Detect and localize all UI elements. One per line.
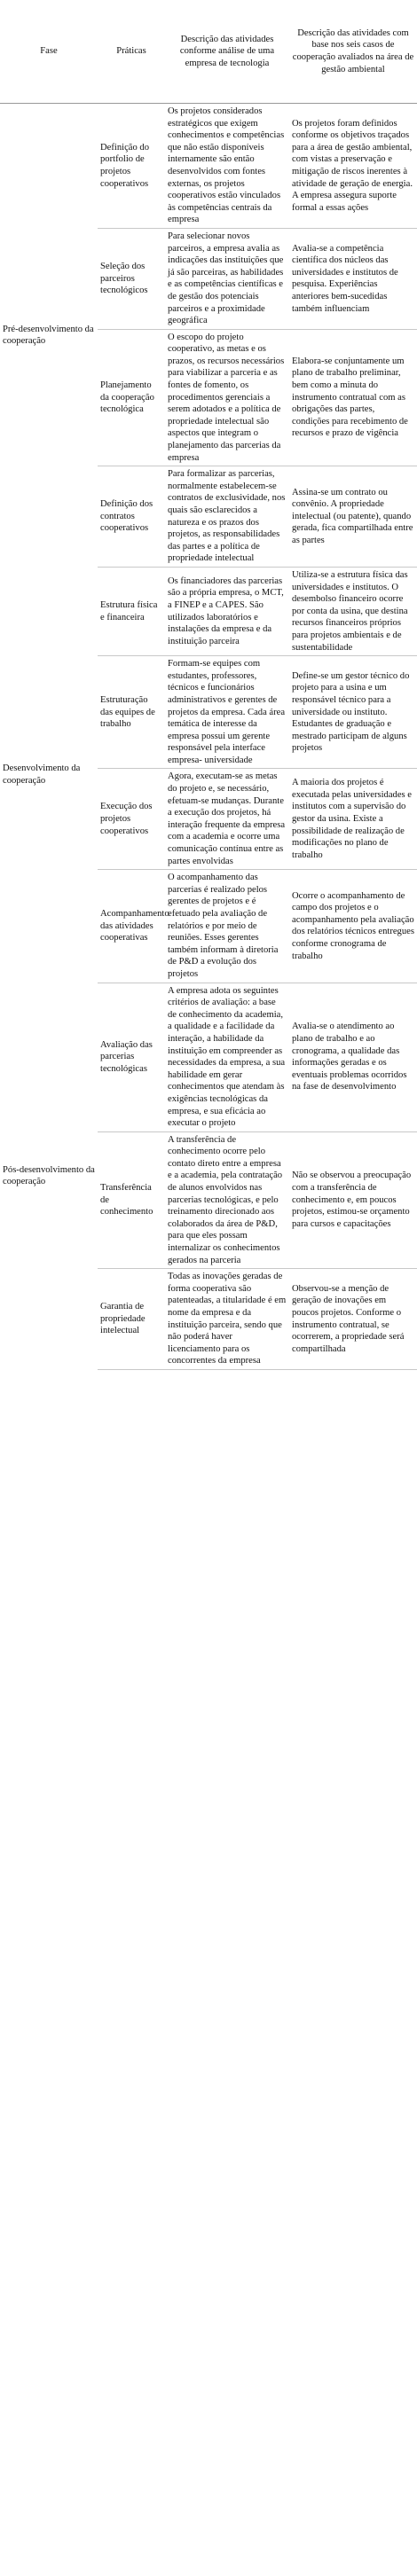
header-desc-ambiental: Descrição das atividades com base nos seis casos de cooperação avaliados na área de gestão ambiental (289, 0, 417, 104)
practice-cell: Avaliação das parcerias tecnológicas (98, 983, 165, 1131)
practice-cell: Estrutura física e financeira (98, 567, 165, 655)
desc-ambiental-cell: Avalia-se o atendimento ao plano de trabalho e ao cronograma, a qualidade das informações geradas e os eventuais problemas ocorridos na fase de desenvolvimento (289, 983, 417, 1131)
desc-empresa-cell: Os projetos considerados estratégicos que exigem conhecimentos e competências que não estão disponíveis internamente são então desenvolvidos com fontes externas, os projetos cooperativos estão vinculados às competências centrais da empresa (165, 104, 289, 229)
practice-cell: Definição do portfolio de projetos cooperativos (98, 104, 165, 229)
practice-cell: Estruturação das equipes de trabalho (98, 656, 165, 769)
desc-ambiental-cell: A maioria dos projetos é executada pelas universidades e institutos com a supervisão do gestor da usina. Existe a possibilidade de realização de modificações no plano de trabalho (289, 769, 417, 870)
desc-empresa-cell: Formam-se equipes com estudantes, professores, técnicos e funcionários administrativos e gerentes de projetos da empresa. Cada área temática de interesse da empresa possui um gerente responsável pela interface empresa- universidade (165, 656, 289, 769)
desc-empresa-cell: O escopo do projeto cooperativo, as metas e os prazos, os recursos necessários para viabilizar a parceria e as fontes de fomento, os procedimentos gerenciais a serem adotados e a política de propriedade intelectual são aspectos que integram o planejamento das parcerias da empresa (165, 329, 289, 466)
desc-ambiental-cell: Assina-se um contrato ou convênio. A propriedade intelectual (ou patente), quando gerada, fica compartilhada entre as partes (289, 466, 417, 568)
table-row (0, 983, 417, 1131)
desc-empresa-cell: A transferência de conhecimento ocorre pelo contato direto entre a empresa e a academia, pela contratação de alunos envolvidos nas parcerias tecnológicas, e pelo treinamento direcionado aos colaborados da área de P&D, para que eles possam internalizar os conhecimentos gerados na parceria (165, 1131, 289, 1269)
header-desc-empresa: Descrição das atividades conforme análise de uma empresa de tecnologia (165, 0, 289, 104)
phase-label: Pós-desenvolvimento da cooperação (3, 1164, 95, 1187)
practice-cell: Planejamento da cooperação tecnológica (98, 329, 165, 466)
desc-empresa-cell: Para selecionar novos parceiros, a empresa avalia as indicações das instituições que já são parceiras, as habilidades e as competências científicas e de gestão dos potenciais parceiros e a proximidade geográfica (165, 228, 289, 329)
desc-ambiental-cell: Elabora-se conjuntamente um plano de trabalho preliminar, bem como a minuta do instrumento contratual com as obrigações das partes, condições para recebimento de recursos e prazo de vigência (289, 329, 417, 466)
desc-empresa-cell: O acompanhamento das parcerias é realizado pelos gerentes de projetos e é efetuado pela avaliação de relatórios e por meio de reuniões. Esses gerentes também informam à diretoria de P&D a evolução dos projetos (165, 870, 289, 983)
desc-ambiental-cell: Ocorre o acompanhamento de campo dos projetos e o acompanhamento pela avaliação dos relatórios técnicos entregues conforme cronograma de trabalho (289, 870, 417, 983)
header-fase: Fase (0, 0, 98, 104)
header-praticas: Práticas (98, 0, 165, 104)
desc-ambiental-cell: Os projetos foram definidos conforme os objetivos traçados para a área de gestão ambiental, com vistas a preservação e mitigação de riscos inerentes à atividade de geração de energia. A empresa assegura suporte formal a essas ações (289, 104, 417, 229)
table-row (0, 567, 417, 655)
practice-cell: Definição dos contratos cooperativos (98, 466, 165, 568)
desc-empresa-cell: A empresa adota os seguintes critérios de avaliação: a base de conhecimento da academia, a qualidade e a facilidade da interação, a habilidade da instituição em compreender as necessidades da empresa, a sua habilidade em gerar conhecimentos que atendam às exigências tecnológicas da empresa, e sua eficácia ao executar o projeto (165, 983, 289, 1131)
desc-empresa-cell: Para formalizar as parcerias, normalmente estabelecem-se contratos de exclusividade, nos quais são esclarecidos a natureza e os prazos dos projetos, as responsabilidades das partes e a política de propriedade intelectual (165, 466, 289, 568)
practice-cell: Acompanhamento das atividades cooperativas (98, 870, 165, 983)
practice-cell: Seleção dos parceiros tecnológicos (98, 228, 165, 329)
desc-ambiental-cell: Utiliza-se a estrutura física das universidades e institutos. O desembolso financeiro ocorre por conta da usina, que destina recursos financeiros próprios para projetos ambientais e de sustentabilidade (289, 567, 417, 655)
practice-cell: Execução dos projetos cooperativos (98, 769, 165, 870)
desc-empresa-cell: Agora, executam-se as metas do projeto e, se necessário, efetuam-se mudanças. Durante a execução dos projetos, há interação frequente da empresa com a academia e ocorre uma comunicação contínua entre as partes envolvidas (165, 769, 289, 870)
desc-ambiental-cell: Define-se um gestor técnico do projeto para a usina e um responsável técnico para a universidade ou instituto. Estudantes de graduação e mestrado participam de alguns projetos (289, 656, 417, 769)
desc-ambiental-cell: Observou-se a menção de geração de inovações em poucos projetos. Conforme o instrumento contratual, se ocorrerem, a propriedade será compartilhada (289, 1269, 417, 1370)
desc-ambiental-cell: Não se observou a preocupação com a transferência de conhecimento e, em poucos projetos, estimou-se orçamento para cursos e capacitações (289, 1131, 417, 1269)
practice-cell: Transferência de conhecimento (98, 1131, 165, 1269)
phase-label: Pré-desenvolvimento da cooperação (3, 324, 94, 347)
phase-label: Desenvolvimento da cooperação (3, 763, 81, 786)
desc-empresa-cell: Os financiadores das parcerias são a própria empresa, o MCT, a FINEP e a CAPES. São utilizados laboratórios e instalações da empresa e da instituição parceira (165, 567, 289, 655)
practice-cell: Garantia de propriedade intelectual (98, 1269, 165, 1370)
desc-ambiental-cell: Avalia-se a competência científica dos núcleos das universidades e institutos de pesquisa. Experiências anteriores bem-sucedidas também influenciam (289, 228, 417, 329)
table-row (0, 104, 417, 229)
header-row (0, 0, 417, 104)
desc-empresa-cell: Todas as inovações geradas de forma cooperativa são patenteadas, a titularidade é em nome da empresa e da instituição parceira, sendo que não poderá haver licenciamento para os concorrentes da empresa (165, 1269, 289, 1370)
